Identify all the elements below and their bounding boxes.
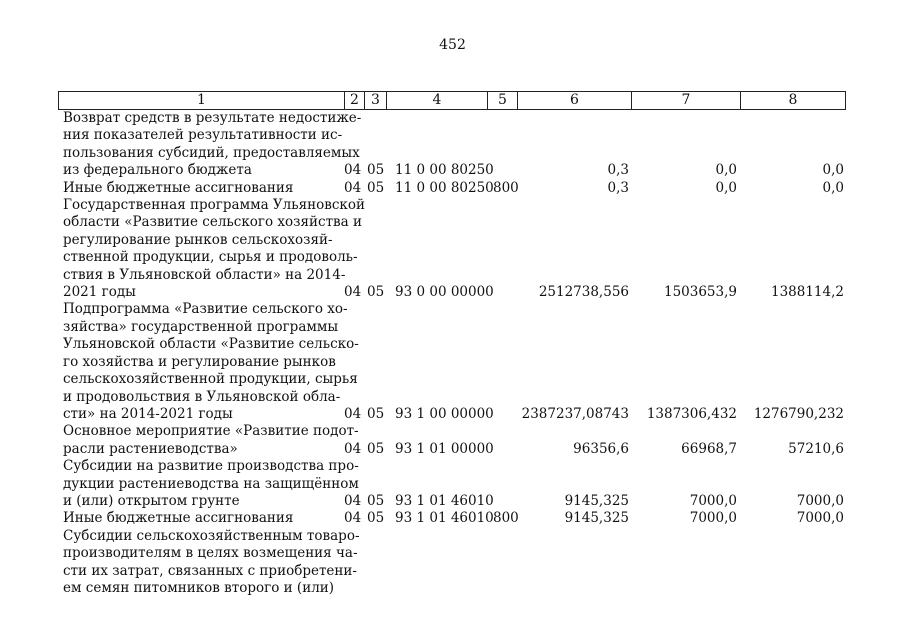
row-name-line: дукции растениеводства на защищённом <box>63 475 359 492</box>
table-row <box>0 110 905 180</box>
amount-col-8: 57210,6 <box>788 440 844 457</box>
row-name <box>63 527 360 598</box>
row-name-line: Основное мероприятие «Развитие подот- <box>63 423 359 440</box>
row-name-line: сельскохозяйственной продукции, сырья <box>63 371 358 388</box>
amount-col-7: 0,0 <box>715 162 737 179</box>
section-code: 04 <box>344 440 362 457</box>
table-body <box>0 110 905 597</box>
expense-type-code: 800 <box>493 179 519 196</box>
page-number: 452 <box>439 37 466 53</box>
table-row <box>0 528 905 598</box>
row-name-line: сти» на 2014-2021 годы <box>63 405 233 422</box>
section-code: 04 <box>344 284 362 301</box>
amount-col-8: 0,0 <box>822 162 844 179</box>
header-col-1: 1 <box>59 92 345 109</box>
row-name-line: го хозяйства и регулирование рынков <box>63 353 336 370</box>
target-article-code: 93 1 01 46010 <box>395 510 494 527</box>
amount-col-7: 7000,0 <box>689 492 737 509</box>
row-name-line: 2021 годы <box>63 284 136 301</box>
row-name-line: из федерального бюджета <box>63 162 252 179</box>
header-col-5: 5 <box>488 92 518 109</box>
subsection-code: 05 <box>367 162 385 179</box>
amount-col-7: 7000,0 <box>689 510 737 527</box>
row-name-line: производителям в целях возмещения ча- <box>63 545 358 562</box>
row-name-line: Иные бюджетные ассигнования <box>63 510 294 527</box>
row-name <box>63 180 338 197</box>
table-row <box>0 458 905 510</box>
row-name-line: Ульяновской области «Развитие сельско- <box>63 336 359 353</box>
row-name-line: зяйства» государственной программы <box>63 318 339 335</box>
row-name-line: пользования субсидий, предоставляемых <box>63 144 360 161</box>
section-code: 04 <box>344 510 362 527</box>
row-name-line: ем семян питомников второго и (или) <box>63 579 335 596</box>
row-name-line: регулирование рынков сельскохозяй- <box>63 231 333 248</box>
amount-col-7: 66968,7 <box>681 440 737 457</box>
row-name-line: Подпрограмма «Развитие сельского хо- <box>63 301 348 318</box>
target-article-code: 11 0 00 80250 <box>395 162 494 179</box>
subsection-code: 05 <box>367 405 385 422</box>
header-col-8: 8 <box>788 92 798 108</box>
target-article-code: 93 0 00 00000 <box>395 284 494 301</box>
table-row <box>0 180 905 197</box>
section-code: 04 <box>344 405 362 422</box>
amount-col-8: 7000,0 <box>796 510 844 527</box>
amount-col-6: 0,3 <box>607 162 629 179</box>
subsection-code: 05 <box>367 440 385 457</box>
header-col-7: 7 <box>632 92 741 109</box>
subsection-code: 05 <box>367 179 385 196</box>
row-name-line: ния показателей результативности ис- <box>63 127 343 144</box>
target-article-code: 93 1 01 46010 <box>395 492 494 509</box>
amount-col-8: 7000,0 <box>796 492 844 509</box>
row-name-line: ствия в Ульяновской области» на 2014- <box>63 266 346 283</box>
target-article-code: 11 0 00 80250 <box>395 179 494 196</box>
amount-col-6: 2512738,556 <box>538 284 629 301</box>
table-row <box>0 510 905 527</box>
row-name-line: Возврат средств в результате недостиже- <box>63 110 362 126</box>
row-name <box>63 510 338 527</box>
amount-col-6: 9145,325 <box>564 510 629 527</box>
row-name-line: расли растениеводства» <box>63 440 238 457</box>
row-name-line: Иные бюджетные ассигнования <box>63 179 294 196</box>
header-col-3: 3 <box>365 92 387 109</box>
amount-col-6: 9145,325 <box>564 492 629 509</box>
header-col-4: 4 <box>387 92 488 109</box>
amount-col-7: 0,0 <box>715 179 737 196</box>
amount-col-6: 0,3 <box>607 179 629 196</box>
row-name-line: области «Развитие сельского хозяйства и <box>63 214 362 231</box>
row-name-line: сти их затрат, связанных с приобретени- <box>63 562 357 579</box>
row-name-line: Субсидии сельскохозяйственным товаро- <box>63 527 360 544</box>
row-name-line: Субсидии на развитие производства про- <box>63 458 359 475</box>
section-code: 04 <box>344 162 362 179</box>
row-name-line: и (или) открытом грунте <box>63 492 240 509</box>
expense-type-code: 800 <box>493 510 519 527</box>
subsection-code: 05 <box>367 510 385 527</box>
amount-col-6: 96356,6 <box>573 440 629 457</box>
amount-col-7: 1387306,432 <box>646 405 737 422</box>
subsection-code: 05 <box>367 492 385 509</box>
target-article-code: 93 1 01 00000 <box>395 440 494 457</box>
amount-col-7: 1503653,9 <box>663 284 737 301</box>
row-name-line: ственной продукции, сырья и продоволь- <box>63 249 358 266</box>
header-col-2: 2 <box>345 92 365 109</box>
amount-col-6: 2387237,08743 <box>521 405 629 422</box>
target-article-code: 93 1 00 00000 <box>395 405 494 422</box>
amount-col-8: 1388114,2 <box>770 284 844 301</box>
table-row <box>0 301 905 423</box>
amount-col-8: 1276790,232 <box>753 405 844 422</box>
subsection-code: 05 <box>367 284 385 301</box>
table-row <box>0 423 905 458</box>
row-name-line: и продовольствия в Ульяновской обла- <box>63 388 341 405</box>
table-row <box>0 197 905 301</box>
section-code: 04 <box>344 492 362 509</box>
section-code: 04 <box>344 179 362 196</box>
table-header <box>58 91 846 110</box>
row-name-line: Государственная программа Ульяновской <box>63 197 365 214</box>
header-col-6: 6 <box>518 92 632 109</box>
amount-col-8: 0,0 <box>822 179 844 196</box>
